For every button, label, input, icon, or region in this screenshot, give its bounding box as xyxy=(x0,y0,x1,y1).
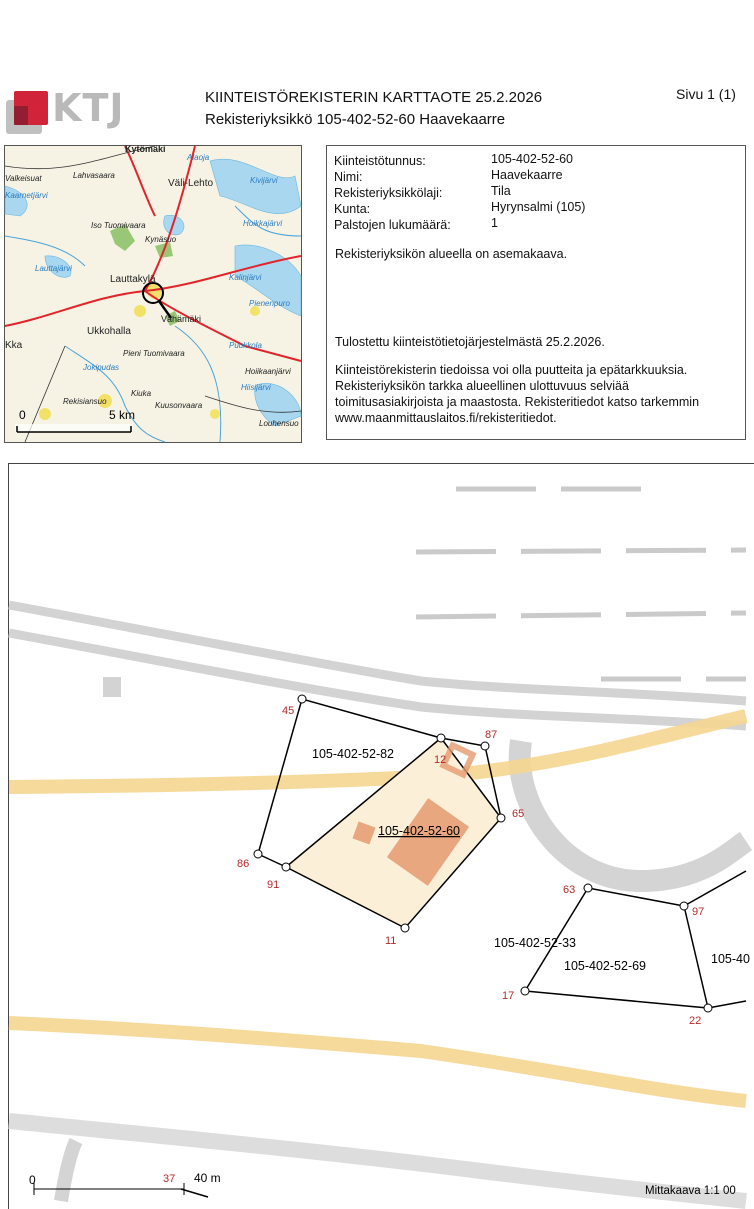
place-label: Kka xyxy=(5,340,23,351)
value-name: Haavekaarre xyxy=(491,168,563,182)
value-municipality: Hyrynsalmi (105) xyxy=(491,200,586,214)
map-scale-zero: 0 xyxy=(29,1173,36,1187)
place-label: Ukkohalla xyxy=(87,326,131,337)
point-label: 22 xyxy=(689,1015,702,1027)
printed-note: Tulostettu kiinteistötietojärjestelmästä 25.2.2026. xyxy=(335,335,605,349)
disclaimer-line: toimitusasiakirjoista ja maastosta. Rekisteritiedot katso tarkemmin xyxy=(335,395,700,409)
boundary-point xyxy=(497,814,505,822)
place-label: Puukkola xyxy=(229,341,262,350)
boundary-point xyxy=(401,924,409,932)
disclaimer-line: Kiinteistörekisterin tiedoissa voi olla puutteita ja epätarkkuuksia. xyxy=(335,363,688,377)
boundary-point xyxy=(680,902,688,910)
point-label: 17 xyxy=(502,990,515,1002)
overview-map[interactable] xyxy=(4,145,302,443)
parcel-id-label-selected: 105-402-52-60 xyxy=(378,824,461,838)
place-label: Vähämäki xyxy=(161,314,202,324)
point-label: 11 xyxy=(385,935,397,947)
point-label: 97 xyxy=(692,906,705,918)
label-property-id: Kiinteistötunnus: xyxy=(334,154,426,168)
label-parcel-count: Palstojen lukumäärä: xyxy=(334,218,451,232)
point-label: 63 xyxy=(563,884,576,896)
place-label: Jokipudas xyxy=(83,363,120,372)
place-label: Kivijärvi xyxy=(250,176,278,185)
place-label: Kuusonvaara xyxy=(155,401,203,410)
place-label: Lauttakylä xyxy=(110,274,156,285)
place-label: Pieni Tuomivaara xyxy=(123,349,185,358)
place-label: Kaarnetjärvi xyxy=(5,191,48,200)
place-label: Kytömäki xyxy=(125,144,166,154)
plan-note: Rekisteriyksikön alueella on asemakaava. xyxy=(335,247,568,261)
parcel-boundary xyxy=(708,1001,746,1008)
place-label: Alaoja xyxy=(187,153,210,162)
place-label: Pienenpuro xyxy=(249,299,290,308)
place-label: Hoikkajärvi xyxy=(243,219,283,228)
boundary-point xyxy=(282,863,290,871)
place-label: Lahvasaara xyxy=(73,171,115,180)
register-link[interactable]: www.maanmittauslaitos.fi/rekisteritiedot. xyxy=(335,411,557,425)
value-unit-type: Tila xyxy=(491,184,511,198)
boundary-point xyxy=(704,1004,712,1012)
boundary-point xyxy=(254,850,262,858)
parcel-id-label: 105-402-52-69 xyxy=(564,959,647,973)
boundary-point xyxy=(437,734,445,742)
property-info-panel xyxy=(326,145,746,440)
page-title: KIINTEISTÖREKISTERIN KARTTAOTE 25.2.2026 xyxy=(205,89,543,106)
parcel-id-label: 105-402-52-33 xyxy=(494,936,577,950)
overview-scale-bar xyxy=(15,408,135,432)
boundary-point xyxy=(584,884,592,892)
value-property-id: 105-402-52-60 xyxy=(491,152,574,166)
place-label: Iso Tuomivaara xyxy=(91,221,146,230)
building xyxy=(103,677,121,697)
place-label: Valkeisuat xyxy=(5,174,42,183)
boundary-point xyxy=(481,742,489,750)
place-label: Väli-Lehto xyxy=(168,178,214,189)
place-label: Louhensuo xyxy=(259,419,299,428)
place-label: Kiuka xyxy=(131,389,152,398)
map-scale-label: 40 m xyxy=(194,1171,221,1185)
cadastral-map[interactable] xyxy=(8,463,754,1209)
place-label: Hiisijärvi xyxy=(241,383,271,392)
label-name: Nimi: xyxy=(334,170,363,184)
parcel-boundary xyxy=(441,738,485,746)
parcel-id-label: 105-40 xyxy=(711,952,750,966)
place-label: Rekisiansuo xyxy=(63,397,107,406)
overview-scale-zero: 0 xyxy=(19,408,26,422)
overview-scale-label: 5 km xyxy=(109,408,136,422)
place-label: Hoiikaanjärvi xyxy=(245,367,291,376)
page-subtitle: Rekisteriyksikkö 105-402-52-60 Haavekaarre xyxy=(205,111,506,128)
boundary-point xyxy=(298,695,306,703)
value-parcel-count: 1 xyxy=(491,216,498,230)
point-label: 37 xyxy=(163,1173,176,1185)
boundary-point xyxy=(521,987,529,995)
point-label: 86 xyxy=(237,858,250,870)
point-label: 87 xyxy=(485,729,498,741)
place-label: Kalinjärvi xyxy=(229,273,262,282)
point-label: 12 xyxy=(434,754,447,766)
disclaimer-line: Rekisteriyksikön tarkka alueellinen ulottuvuus selviää xyxy=(335,379,629,393)
page-number: Sivu 1 (1) xyxy=(676,86,736,102)
point-label: 91 xyxy=(267,879,280,891)
place-label: Lauttajärvi xyxy=(35,264,72,273)
label-municipality: Kunta: xyxy=(334,202,371,216)
map-scale-ratio: Mittakaava 1:1 00 xyxy=(645,1185,736,1197)
parcel-id-label: 105-402-52-82 xyxy=(312,747,395,761)
logo-text: KTJ xyxy=(52,86,125,130)
point-label: 65 xyxy=(512,808,525,820)
point-label: 45 xyxy=(282,705,295,717)
place-label: Kynäsuo xyxy=(145,235,177,244)
label-unit-type: Rekisteriyksikkölaji: xyxy=(334,186,443,200)
